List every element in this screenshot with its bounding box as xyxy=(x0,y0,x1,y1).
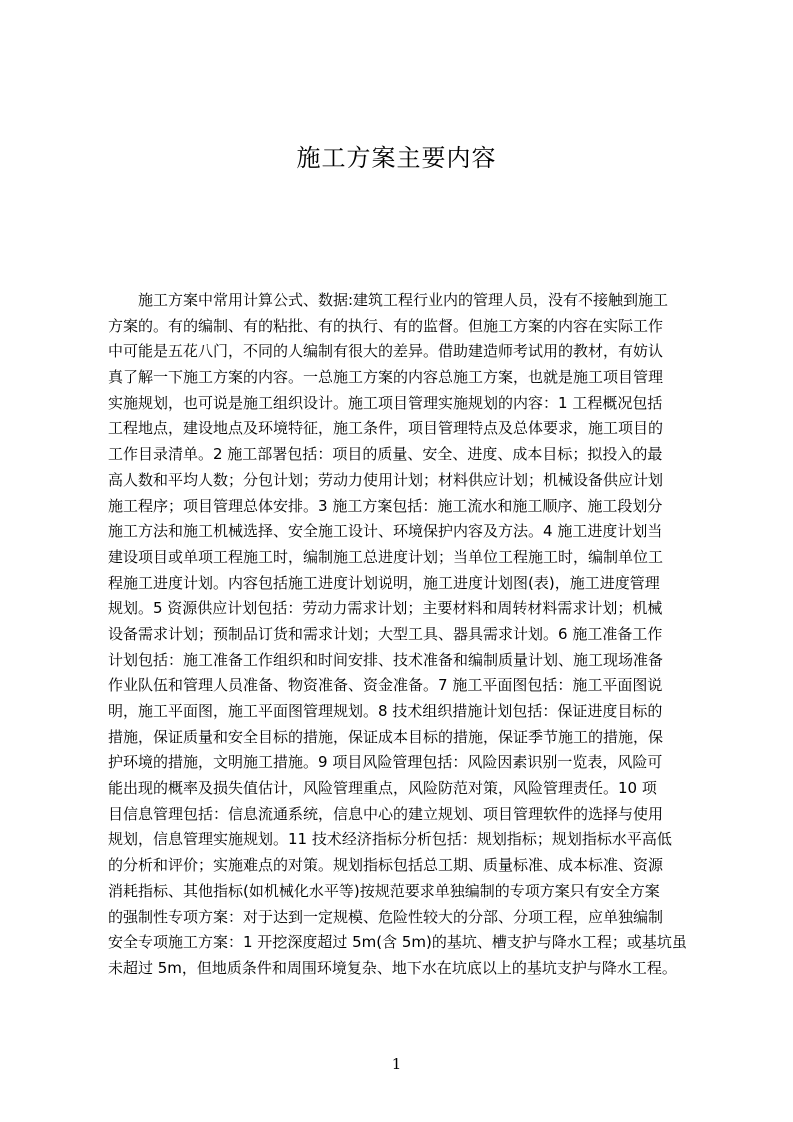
body-line: 消耗指标、其他指标(如机械化水平等)按规范要求单独编制的专项方案只有安全方案 xyxy=(108,881,660,900)
body-line: 的分析和评价；实施难点的对策。规划指标包括总工期、质量标准、成本标准、资源 xyxy=(108,856,664,875)
body-line: 能出现的概率及损失值估计，风险管理重点，风险防范对策，风险管理责任。10 项 xyxy=(108,779,657,798)
body-line: 规划。5 资源供应计划包括：劳动力需求计划；主要材料和周转材料需求计划；机械 xyxy=(108,599,663,618)
body-line: 设备需求计划；预制品订货和需求计划；大型工具、器具需求计划。6 施工准备工作 xyxy=(108,624,663,643)
body-line: 施工方法和施工机械选择、安全施工设计、环境保护内容及方法。4 施工进度计划当 xyxy=(108,522,663,541)
body-line: 真了解一下施工方案的内容。一总施工方案的内容总施工方案，也就是施工项目管理 xyxy=(108,368,664,387)
body-line: 方案的。有的编制、有的粘批、有的执行、有的监督。但施工方案的内容在实际工作 xyxy=(108,316,664,335)
body-line: 作业队伍和管理人员准备、物资准备、资金准备。7 施工平面图包括：施工平面图说 xyxy=(108,676,663,695)
document-body xyxy=(108,288,700,982)
document-title: 施工方案主要内容 xyxy=(296,144,497,172)
body-line: 计划包括：施工准备工作组织和时间安排、技术准备和编制质量计划、施工现场准备 xyxy=(108,650,664,669)
body-line: 施工方案中常用计算公式、数据:建筑工程行业内的管理人员，没有不接触到施工 xyxy=(138,291,669,309)
body-line: 程施工进度计划。内容包括施工进度计划说明，施工进度计划图(表)，施工进度管理 xyxy=(108,573,660,592)
body-line: 措施，保证质量和安全目标的措施，保证成本目标的措施，保证季节施工的措施，保 xyxy=(108,727,664,746)
body-line: 目信息管理包括：信息流通系统，信息中心的建立规划、项目管理软件的选择与使用 xyxy=(108,804,664,823)
body-line: 安全专项施工方案：1 开挖深度超过 5m(含 5m)的基坑、槽支护与降水工程；或基坑虽 xyxy=(108,933,687,952)
body-line: 建设项目或单项工程施工时，编制施工总进度计划；当单位工程施工时，编制单位工 xyxy=(108,547,664,566)
body-line: 中可能是五花八门，不同的人编制有很大的差异。借助建造师考试用的教材，有妨认 xyxy=(108,342,664,361)
body-line: 工作目录清单。2 施工部署包括：项目的质量、安全、进度、成本目标；拟投入的最 xyxy=(108,445,663,464)
body-line: 工程地点，建设地点及环境特征，施工条件，项目管理特点及总体要求，施工项目的 xyxy=(108,419,664,438)
body-line: 的强制性专项方案：对于达到一定规模、危险性较大的分部、分项工程，应单独编制 xyxy=(108,907,664,926)
body-line: 规划，信息管理实施规划。11 技术经济指标分析包括：规划指标；规划指标水平高低 xyxy=(108,830,672,849)
page-number: 1 xyxy=(391,1055,402,1073)
body-line: 未超过 5m，但地质条件和周围环境复杂、地下水在坑底以上的基坑支护与降水工程。 xyxy=(108,958,677,977)
body-line: 施工程序；项目管理总体安排。3 施工方案包括：施工流水和施工顺序、施工段划分 xyxy=(108,496,663,515)
body-line: 护环境的措施，文明施工措施。9 项目风险管理包括：风险因素识别一览表，风险可 xyxy=(108,753,663,772)
body-line: 高人数和平均人数；分包计划；劳动力使用计划；材料供应计划；机械设备供应计划 xyxy=(108,470,664,489)
body-line: 明，施工平面图，施工平面图管理规划。8 技术组织措施计划包括：保证进度目标的 xyxy=(108,702,663,720)
body-line: 实施规划，也可说是施工组织设计。施工项目管理实施规划的内容：1 工程概况包括 xyxy=(108,393,663,412)
